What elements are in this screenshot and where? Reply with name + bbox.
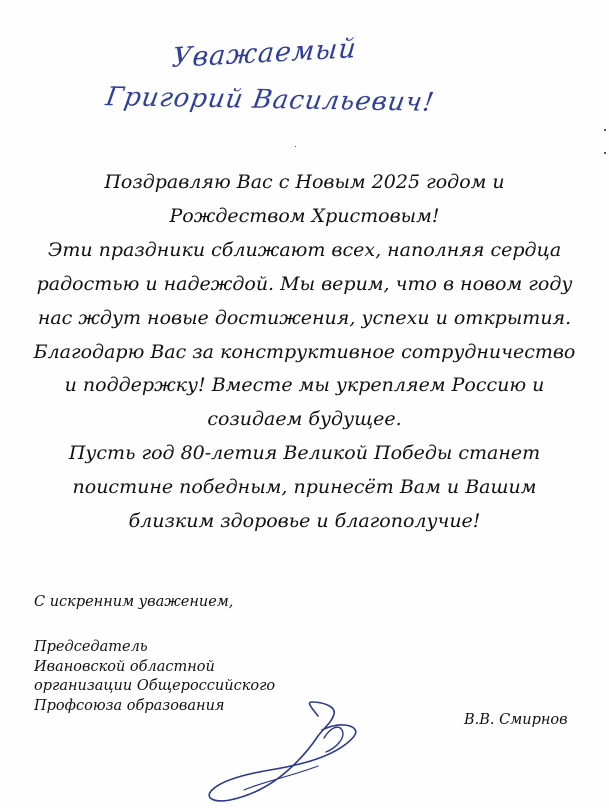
handwritten-salutation xyxy=(0,0,609,150)
body-line: Поздравляю Вас с Новым 2025 годом и xyxy=(104,171,505,193)
closing-phrase: С искренним уважением, xyxy=(34,594,234,610)
position-line: Ивановской областной xyxy=(34,658,215,675)
body-line: Пусть год 80-летия Великой Победы станет xyxy=(68,442,541,465)
body-line: радостью и надеждой. Мы верим, что в новом году xyxy=(36,272,573,295)
salutation-line-2: Григорий Васильевич! xyxy=(103,82,437,118)
body-line: Рождеством Христовым! xyxy=(169,204,440,227)
position-line: Председатель xyxy=(34,639,148,655)
signer-position xyxy=(34,638,275,716)
salutation-line-1: Уважаемый xyxy=(170,33,359,74)
signer-name: В.В. Смирнов xyxy=(464,712,568,728)
body-line: близким здоровье и благополучие! xyxy=(128,510,481,533)
body-line: и поддержку! Вместе мы укрепляем Россию и xyxy=(64,374,545,397)
position-line: Профсоюза образования xyxy=(34,697,225,714)
body-line: Благодарю Вас за конструктивное сотрудничество xyxy=(33,340,576,363)
letter-body xyxy=(20,166,589,539)
body-line: Эти праздники сближают всех, наполняя сердца xyxy=(47,238,562,261)
body-line: поистине победным, принесёт Вам и Вашим xyxy=(72,476,537,499)
body-line: созидаем будущее. xyxy=(207,408,402,431)
position-line: организации Общероссийского xyxy=(34,678,276,694)
body-line: нас ждут новые достижения, успехи и открытия. xyxy=(37,306,572,329)
